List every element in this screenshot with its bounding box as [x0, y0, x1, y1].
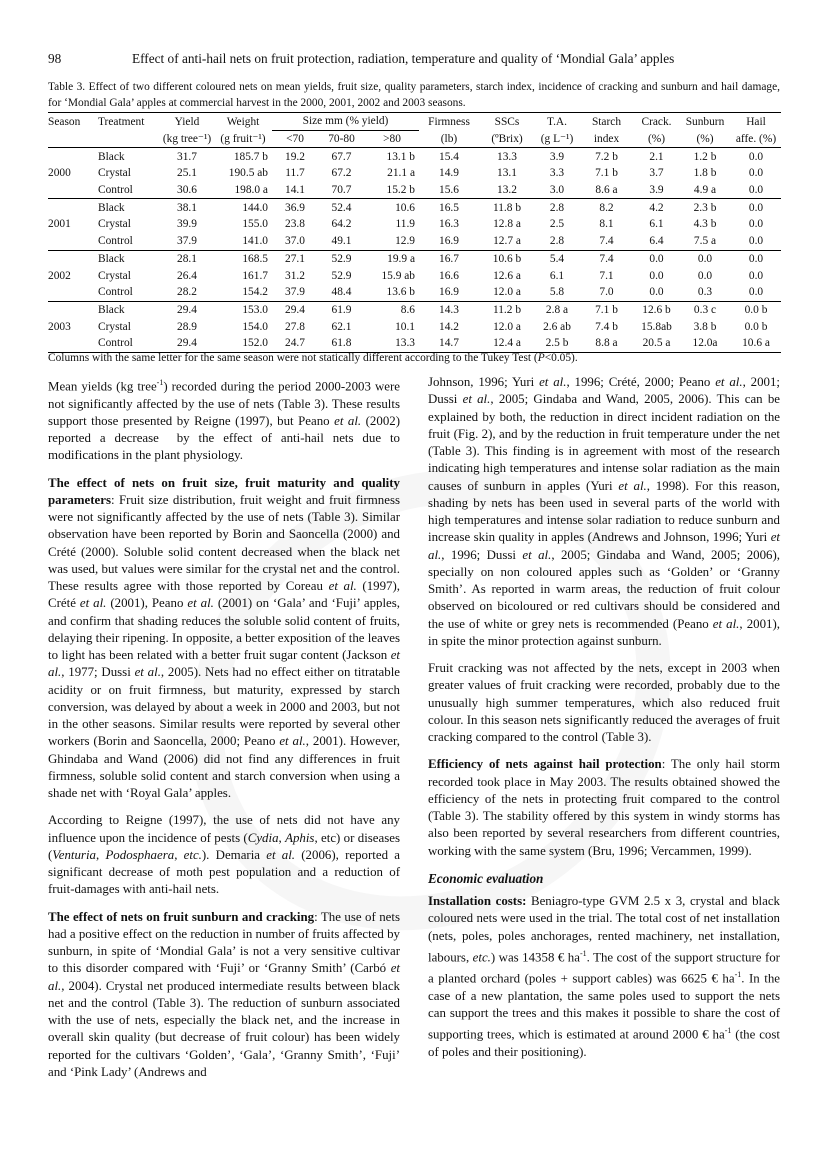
season-cell — [48, 199, 98, 216]
table-cell: 7.2 b — [595, 150, 618, 163]
table-cell: 7.5 a — [679, 233, 731, 250]
table-cell: 14.9 — [439, 167, 459, 180]
results-table — [48, 112, 781, 353]
table-cell: 153.0 — [242, 303, 268, 316]
table-cell: 2.8 — [549, 201, 565, 214]
table-cell: 38.1 — [177, 201, 197, 214]
table-cell: 29.4 — [160, 335, 214, 352]
table-cell: 0.3 c — [693, 303, 717, 316]
paragraph-fruit-size: The effect of nets on fruit size, fruit maturity and quality parameters: Fruit size distribution, fruit weight and fruit firmness were not significantly affected by the use of nets (Table 3). Similar observation have been reported by Borin and Saoncella (2000) and Crété (2000). Soluble solid content decreased when the black net was used, but values were similar for the crystal net and the control. These results agree with those reported by Coreau et al. (1997), Crété et al. (2001), Peano et al. (2001) on ‘Gala’ and ‘Fuji’ apples, and confirm that shading reduces the soluble solid content of fruits, delaying their ripening. In opposite, a better exposition of the leaves to light has been related with a better fruit sugar content (Jackson et al., 1977; Dussi et al., 2005). Nets had no effect either on titratable acidity or on fruit firmness, but maturity, expressed by starch conversion, was delayed by about a week in 2000 and 2003, but not in the other seasons. Similar results were reported by several other workers (Borin and Saoncella, 2000; Peano et al., 2001). However, Ghindaba and Wand (2006) did not find any differences in fruit firmness, soluble solid content and starch conversion when using a shade net with ‘Royal Gala’ apples. — [48, 475, 401, 801]
table-cell: 154.2 — [214, 284, 272, 301]
table-cell: 0.0 b — [744, 320, 768, 333]
table-cell: 7.0 — [579, 284, 634, 301]
paragraph-yields: Mean yields (kg tree$^{-1}$) recorded during the period 2000-2003 were not significantly affected by the use of nets (Table 3). These results support those presented by Reigne (1997), but Peano et al. (2002) reported a decrease by the effect of anti-hail nets due to modifications in the plant physiology. — [48, 378, 401, 463]
table-cell: 13.1 b — [386, 150, 415, 163]
header-size: Size mm (% yield) — [272, 113, 419, 131]
table-cell: 7.4 — [579, 233, 634, 250]
table-cell: 0.0 — [748, 201, 764, 214]
table-cell: 0.0 — [748, 269, 764, 282]
table-cell: 0.0 — [748, 150, 764, 163]
table-cell: 10.6 b — [492, 252, 522, 265]
table-cell: 16.6 — [439, 269, 459, 282]
table-cell: 16.3 — [439, 218, 459, 231]
table-cell: 28.1 — [177, 252, 197, 265]
table-cell: 7.1 b — [595, 303, 618, 316]
season-cell — [48, 233, 98, 250]
season-cell — [48, 284, 98, 301]
season-cell: 2001 — [48, 218, 71, 231]
table-footnote-text: Columns with the same letter for the same season were not statically different according to the Tukey Test (P<0.05). — [48, 352, 578, 364]
season-cell — [48, 335, 98, 352]
table-cell: 15.2 b — [365, 182, 419, 199]
table-cell: 12.6 a — [493, 269, 521, 282]
table-cell: 2.1 — [649, 150, 664, 163]
paragraph-sunburn: The effect of nets on fruit sunburn and cracking: The use of nets had a positive effect on the reduction in number of fruits affected by sunburn, in spite of ‘Mondial Gala’ is not a very sensitive cultivar to this disorder compared with ‘Fuji’ or ‘Granny Smith’ (Carbó et al., 2004). Crystal net produced intermediate results between black net and the control (Table 3). The reduction of sunburn associated with the use of nets, especially the black net, and the increase in overall skin quality (but decrease of fruit colour) has been widely reported for the cultivars ‘Golden’, ‘Gala’, ‘Granny Smith’, ‘Fuji’ and ‘Pink Lady’ (Andrews and — [48, 909, 400, 1079]
table-row — [48, 199, 781, 216]
header-size-gt80: >80 — [365, 130, 419, 148]
table-cell: 4.3 b — [693, 218, 717, 231]
header-sunburn: Sunburn — [679, 113, 731, 131]
treatment-cell: Control — [98, 335, 160, 352]
table-cell: 4.9 a — [679, 182, 731, 199]
table-cell: 6.1 — [649, 218, 664, 231]
season-cell — [48, 301, 98, 318]
table-cell: 21.1 a — [387, 167, 415, 180]
table-cell: 7.4 b — [595, 320, 618, 333]
season-cell — [48, 182, 98, 199]
treatment-cell: Crystal — [98, 218, 131, 231]
table-cell: 11.9 — [395, 218, 415, 231]
header-starch-unit: index — [579, 130, 634, 148]
table-cell: 5.4 — [549, 252, 565, 265]
table-cell: 37.9 — [272, 284, 318, 301]
table-cell: 2.5 b — [535, 335, 579, 352]
table-cell: 144.0 — [242, 201, 268, 214]
table-cell: 37.0 — [272, 233, 318, 250]
table-cell: 3.3 — [549, 167, 565, 180]
table-row — [48, 182, 781, 199]
table-cell: 0.0 — [748, 218, 764, 231]
table-cell: 7.4 — [599, 252, 614, 265]
table-cell: 24.7 — [272, 335, 318, 352]
table-cell: 70.7 — [318, 182, 365, 199]
table-cell: 3.9 — [549, 150, 565, 163]
header-yield-unit: (kg tree⁻¹) — [160, 130, 214, 148]
table-cell: 0.3 — [679, 284, 731, 301]
header-crack: Crack. — [634, 113, 679, 131]
table-cell: 52.4 — [331, 201, 352, 214]
header-ta-unit: (g L⁻¹) — [535, 130, 579, 148]
table-cell: 61.8 — [318, 335, 365, 352]
treatment-cell: Black — [98, 201, 125, 214]
table-cell: 14.2 — [439, 320, 459, 333]
table-cell: 10.1 — [395, 320, 415, 333]
table-cell: 12.0 a — [493, 320, 521, 333]
header-size-lt70: <70 — [272, 130, 318, 148]
treatment-cell: Control — [98, 233, 160, 250]
table-cell: 14.3 — [439, 303, 459, 316]
paragraph-sunburn-cont: Johnson, 1996; Yuri et al., 1996; Crété, 2000; Peano et al., 2001; Dussi et al., 2005; Gindaba and Wand, 2005, 2006). This can be explained by both, the reduction in direct incident radiation on the fruit (Fig. 2), and by the reduction in fruit temperature under the net (Table 3). This finding is in agreement with most of the research indicating high temperatures and intense solar radiation as the main causes of sunburn in apples (Yuri et al., 1998). For this reason, shading by nets has been used in several parts of the world with high temperatures and intense solar radiation to reduce sunburn and increase skin quality in apples (Andrews and Johnson, 1996; Yuri et al., 1996; Dussi et al., 2005; Gindaba and Wand, 2005; 2006), specially on non coloured apples such as ‘Golden’ or ‘Granny Smith’. As reported in warm areas, the reduction of fruit colour observed on bicoloured or red cultivars should be considered and the use of white or grey nets is recommended (Peano et al., 2001), in spite the minor protection against sunburn. — [428, 375, 781, 648]
table-cell: 6.1 — [549, 269, 565, 282]
table-cell: 14.1 — [272, 182, 318, 199]
table-cell: 2.5 — [549, 218, 565, 231]
table-cell: 15.9 ab — [381, 269, 415, 282]
table-cell: 141.0 — [214, 233, 272, 250]
header-crack-unit: (%) — [634, 130, 679, 148]
table-cell: 0.0 — [697, 269, 713, 282]
table-cell: 155.0 — [242, 218, 268, 231]
table-cell: 15.8ab — [641, 320, 672, 333]
table-cell: 62.1 — [331, 320, 352, 333]
table-cell: 67.7 — [331, 150, 352, 163]
table-cell: 28.9 — [177, 320, 197, 333]
table-cell: 152.0 — [214, 335, 272, 352]
table-cell: 154.0 — [242, 320, 268, 333]
table-cell: 12.0a — [679, 335, 731, 352]
table-cell: 19.2 — [285, 150, 305, 163]
table-cell: 8.8 a — [579, 335, 634, 352]
table-row — [48, 267, 781, 284]
paragraph-installation: Installation costs: Beniagro-type GVM 2.5 x 3, crystal and black coloured nets were used in the trial. The total cost of net installation (nets, poles, poles anchorages, rented machinery, net installation, labours, etc.) was 14358 € $ha^{-1}$. The cost of the support structure for a planted orchard (poles + support cables) was 6625 € $ha^{-1}$. In the case of a new plantation, the same poles used to support the nets can support the trees and this makes it possible to share the cost of supporting trees, which is estimated at around 2000 € $ha^{-1}$ (the cost of poles and their positioning). — [428, 894, 781, 1059]
table-cell: 12.8 a — [493, 218, 521, 231]
left-column — [48, 374, 400, 1091]
table-cell: 12.4 a — [479, 335, 535, 352]
table-cell: 168.5 — [242, 252, 268, 265]
table-cell: 2.8 — [535, 233, 579, 250]
table-unit-row — [48, 130, 781, 148]
table-cell: 2.8 a — [545, 303, 569, 316]
right-column — [428, 374, 780, 1071]
treatment-cell: Black — [98, 252, 125, 265]
table-cell: 1.2 b — [693, 150, 717, 163]
table-cell: 61.9 — [331, 303, 352, 316]
table-cell: 0.0 b — [744, 303, 768, 316]
table-row — [48, 233, 781, 250]
table-cell: 13.2 — [479, 182, 535, 199]
header-firmness-unit: (lb) — [419, 130, 479, 148]
table-header-row — [48, 113, 781, 131]
header-ta: T.A. — [535, 113, 579, 131]
table-cell: 5.8 — [535, 284, 579, 301]
header-size-70-80: 70-80 — [318, 130, 365, 148]
table-cell: 3.7 — [649, 167, 664, 180]
treatment-cell: Control — [98, 182, 160, 199]
table-cell: 11.8 b — [492, 201, 522, 214]
table-cell: 29.4 — [285, 303, 305, 316]
treatment-cell: Control — [98, 284, 160, 301]
table-cell: 15.4 — [439, 150, 459, 163]
header-hail: Hail — [731, 113, 781, 131]
header-yield: Yield — [160, 113, 214, 131]
table-cell: 48.4 — [318, 284, 365, 301]
table-cell: 2.6 ab — [543, 320, 571, 333]
table-cell: 7.1 b — [595, 167, 618, 180]
running-title: Effect of anti-hail nets on fruit protection, radiation, temperature and quality of ‘Mondial Gala’ apples — [132, 51, 675, 66]
table-cell: 8.6 a — [579, 182, 634, 199]
table-row — [48, 284, 781, 301]
table-cell: 20.5 a — [634, 335, 679, 352]
table-cell: 8.2 — [599, 201, 614, 214]
season-cell: 2000 — [48, 167, 71, 180]
treatment-cell: Crystal — [98, 320, 131, 333]
table-cell: 11.2 b — [492, 303, 522, 316]
table-cell: 1.8 b — [693, 167, 717, 180]
header-season: Season — [48, 113, 98, 131]
table-cell: 52.9 — [331, 269, 352, 282]
table-cell: 198.0 a — [214, 182, 272, 199]
header-starch: Starch — [579, 113, 634, 131]
table-row — [48, 335, 781, 352]
table-cell: 39.9 — [177, 218, 197, 231]
header-sscs: SSCs — [479, 113, 535, 131]
table-cell: 67.2 — [331, 167, 352, 180]
treatment-cell: Black — [98, 303, 125, 316]
table-row — [48, 148, 781, 165]
table-cell: 31.2 — [285, 269, 305, 282]
header-treatment: Treatment — [98, 113, 160, 131]
season-cell — [48, 148, 98, 165]
table-cell: 13.6 b — [365, 284, 419, 301]
table-cell: 52.9 — [331, 252, 352, 265]
page-number: 98 — [48, 51, 62, 66]
table-cell: 30.6 — [160, 182, 214, 199]
table-cell: 3.8 b — [693, 320, 717, 333]
table-cell: 161.7 — [242, 269, 268, 282]
season-cell: 2003 — [48, 320, 71, 333]
table-row — [48, 165, 781, 182]
table-cell: 15.6 — [419, 182, 479, 199]
treatment-cell: Crystal — [98, 167, 131, 180]
table-cell: 27.8 — [285, 320, 305, 333]
table-row — [48, 301, 781, 318]
table-cell: 0.0 — [731, 233, 781, 250]
table-cell: 12.0 a — [479, 284, 535, 301]
table-cell: 31.7 — [177, 150, 197, 163]
table-cell: 0.0 — [731, 182, 781, 199]
table-cell: 7.1 — [599, 269, 614, 282]
table-cell: 0.0 — [634, 284, 679, 301]
treatment-cell: Black — [98, 150, 125, 163]
table-cell: 23.8 — [285, 218, 305, 231]
table-cell: 3.0 — [535, 182, 579, 199]
table-cell: 13.1 — [497, 167, 517, 180]
table-cell: 16.7 — [439, 252, 459, 265]
table-cell: 27.1 — [285, 252, 305, 265]
table-cell: 10.6 — [395, 201, 415, 214]
table-cell: 12.9 — [365, 233, 419, 250]
table-cell: 19.9 a — [387, 252, 415, 265]
table-cell: 4.2 — [649, 201, 664, 214]
table-cell: 16.9 — [419, 233, 479, 250]
table-cell: 13.3 — [497, 150, 517, 163]
table-cell: 3.9 — [634, 182, 679, 199]
paragraph-cracking: Fruit cracking was not affected by the nets, except in 2003 when greater values of fruit cracking were recorded, probably due to the unusually high summer temperatures, which also reduced fruit colour. In this season nets significantly reduced the averages of fruit cracking compared to the control (Table 3). — [428, 661, 780, 744]
table-row — [48, 250, 781, 267]
table-cell: 0.0 — [697, 252, 713, 265]
table-cell: 0.0 — [649, 252, 664, 265]
table-cell: 2.3 b — [693, 201, 717, 214]
table-cell: 190.5 ab — [228, 167, 268, 180]
header-weight: Weight — [214, 113, 272, 131]
header-sunburn-unit: (%) — [679, 130, 731, 148]
table-cell: 13.3 — [365, 335, 419, 352]
table-cell: 29.4 — [177, 303, 197, 316]
table-cell: 28.2 — [160, 284, 214, 301]
table-cell: 12.6 b — [642, 303, 671, 316]
header-sscs-unit: (ºBrix) — [479, 130, 535, 148]
table-cell: 36.9 — [285, 201, 305, 214]
table-cell: 26.4 — [177, 269, 197, 282]
table-cell: 49.1 — [318, 233, 365, 250]
table-cell: 0.0 — [748, 252, 764, 265]
table-cell: 37.9 — [160, 233, 214, 250]
table-cell: 16.9 — [419, 284, 479, 301]
table-cell: 25.1 — [177, 167, 197, 180]
table-cell: 0.0 — [731, 284, 781, 301]
table-cell: 6.4 — [634, 233, 679, 250]
table-cell: 0.0 — [748, 167, 764, 180]
table-cell: 16.5 — [439, 201, 459, 214]
table-cell: 8.6 — [400, 303, 415, 316]
table-row — [48, 216, 781, 233]
season-cell — [48, 250, 98, 267]
table-cell: 11.7 — [285, 167, 305, 180]
table-row — [48, 318, 781, 335]
header-firmness: Firmness — [419, 113, 479, 131]
table-cell: 185.7 b — [233, 150, 268, 163]
table-cell: 8.1 — [599, 218, 614, 231]
paragraph-hail: Efficiency of nets against hail protection: The only hail storm recorded took place in May 2003. The results obtained showed the efficiency of the nets in protecting fruit compared to the control (Table 3). The stability offered by this system in windy storms has also been reported by several researchers from different countries, working with the same system (Bru, 1996; Vercammen, 1999). — [428, 757, 781, 858]
header-hail-unit: affe. (%) — [731, 130, 781, 148]
section-heading-economic: Economic evaluation — [428, 870, 544, 886]
header-weight-unit: (g fruit⁻¹) — [214, 130, 272, 148]
table-caption: Table 3. Effect of two different coloured nets on mean yields, fruit size, quality parameters, starch index, incidence of cracking and sunburn and hail damage, for ‘Mondial Gala’ apples at commercial harvest in the 2000, 2001, 2002 and 2003 seasons. — [48, 81, 780, 109]
treatment-cell: Crystal — [98, 269, 131, 282]
season-cell: 2002 — [48, 269, 71, 282]
table-cell: 64.2 — [331, 218, 352, 231]
table-cell: 0.0 — [649, 269, 664, 282]
table-cell: 14.7 — [419, 335, 479, 352]
table-footnote — [48, 352, 783, 364]
table-cell: 12.7 a — [479, 233, 535, 250]
table-cell: 10.6 a — [731, 335, 781, 352]
paragraph-pests: According to Reigne (1997), the use of nets did not have any influence upon the incidence of pests (Cydia, Aphis, etc) or diseases (Venturia, Podosphaera, etc.). Demaria et al. (2006), reported a significant decrease of moth pest population and a reduction of fruit-damages with anti-hail nets. — [48, 813, 400, 897]
